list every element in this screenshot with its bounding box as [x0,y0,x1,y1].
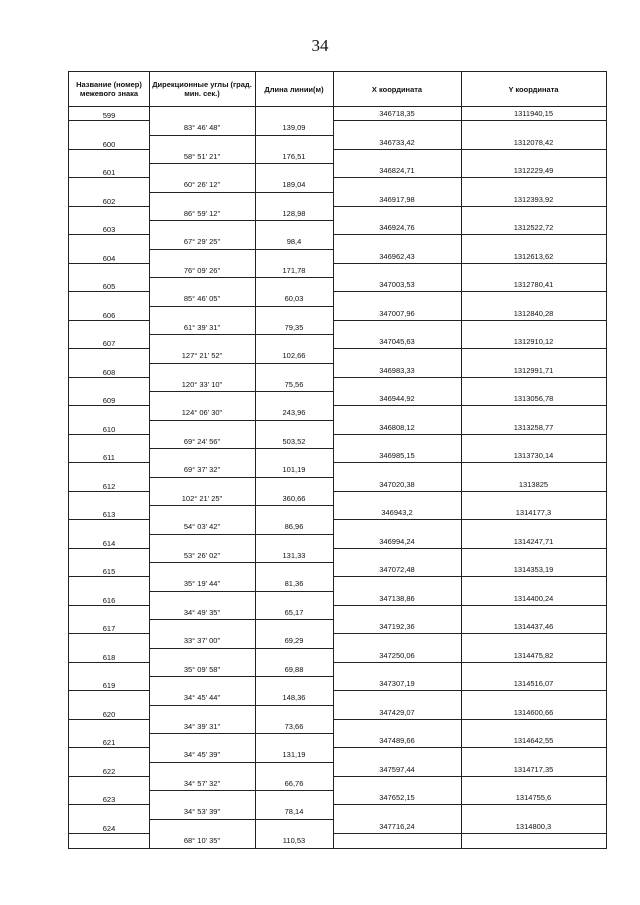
row-divider [69,120,149,121]
direction-angle: 35° 19' 44" [183,579,221,589]
point-name: 602 [102,196,116,206]
row-divider [333,177,606,178]
point-name: 610 [102,424,116,434]
direction-angle: 127° 21' 52" [181,351,223,361]
row-divider [149,790,333,791]
line-length: 81,36 [284,579,304,589]
direction-angle: 102° 21' 25" [181,493,223,503]
y-coordinate: 1314800,3 [515,821,552,831]
line-length: 243,96 [282,408,306,418]
row-divider [333,804,606,805]
x-coordinate: 346994,24 [379,536,415,546]
direction-angle: 35° 09' 58" [183,664,221,674]
y-coordinate: 1312780,41 [513,280,554,289]
row-divider [333,206,606,207]
row-divider [69,491,149,492]
direction-angle: 124° 06' 30" [181,408,223,418]
row-divider [333,491,606,492]
row-divider [333,633,606,634]
row-divider [149,192,333,193]
point-name: 613 [102,510,116,519]
y-coordinate: 1313258,77 [513,422,554,432]
y-coordinate: 1311940,15 [513,109,554,118]
line-length: 60,03 [284,294,304,304]
point-name: 623 [102,795,116,804]
y-coordinate: 1314353,19 [513,565,554,574]
row-divider [149,819,333,820]
header-point-name: Название (номер) межевого знака [76,80,142,98]
direction-angle: 76° 09' 26" [183,265,221,275]
x-coordinate: 346943,2 [381,508,413,517]
x-coordinate: 347716,24 [379,821,415,831]
line-length: 98,4 [286,237,302,247]
x-coordinate: 347192,36 [379,622,415,631]
line-length: 69,88 [284,664,304,674]
x-coordinate: 346824,71 [379,166,415,175]
point-name: 603 [102,225,116,234]
y-coordinate: 1314755,6 [515,793,552,802]
line-length: 110,53 [282,835,306,845]
direction-angle: 61° 39' 31" [183,322,221,332]
direction-angle: 34° 57' 32" [183,778,221,788]
direction-angle: 34° 53' 39" [183,807,221,817]
x-coordinate: 347597,44 [379,764,415,774]
row-divider [333,719,606,720]
line-length: 65,17 [284,607,304,617]
row-divider [333,348,606,349]
y-coordinate: 1312910,12 [513,337,554,346]
point-name: 614 [102,538,116,548]
line-length: 189,04 [282,180,306,190]
line-length: 101,19 [282,465,306,475]
direction-angle: 86° 59' 12" [183,208,221,218]
column-divider [461,72,462,848]
y-coordinate: 1314642,55 [513,736,554,745]
header-direction-angle: Дирекционные углы (град. мин. сек.) [152,80,252,98]
row-divider [149,249,333,250]
row-divider [149,363,333,364]
row-divider [333,690,606,691]
row-divider [69,291,149,292]
y-coordinate: 1314600,66 [513,707,554,717]
row-divider [69,804,149,805]
row-divider [149,306,333,307]
x-coordinate: 347307,19 [379,679,415,688]
line-length: 171,78 [282,265,306,275]
point-name: 621 [102,738,116,747]
row-divider [69,576,149,577]
line-length: 503,52 [282,436,306,446]
x-coordinate: 347652,15 [379,793,415,802]
y-coordinate: 1314475,82 [513,650,554,660]
coordinates-table [68,71,607,849]
row-divider [149,534,333,535]
row-divider [69,633,149,634]
x-coordinate: 347020,38 [379,479,415,489]
x-coordinate: 346808,12 [379,422,415,432]
x-coordinate: 346962,43 [379,251,415,261]
point-name: 599 [102,111,116,120]
direction-angle: 34° 45' 44" [183,693,221,703]
y-coordinate: 1312840,28 [513,308,554,318]
direction-angle: 34° 49' 35" [183,607,221,617]
row-divider [333,576,606,577]
row-divider [149,591,333,592]
direction-angle: 58° 51' 21" [183,151,221,161]
row-divider [333,833,606,834]
x-coordinate: 347138,86 [379,593,415,603]
row-divider [149,648,333,649]
row-divider [333,605,606,606]
x-coordinate: 347250,06 [379,650,415,660]
point-name: 608 [102,367,116,377]
direction-angle: 69° 37' 32" [183,465,221,475]
y-coordinate: 1314177,3 [515,508,552,517]
y-coordinate: 1312229,49 [513,166,554,175]
line-length: 148,36 [282,693,306,703]
direction-angle: 67° 29' 25" [183,237,221,247]
point-name: 624 [102,823,116,833]
point-name: 600 [102,139,116,149]
row-divider [149,135,333,136]
row-divider [69,177,149,178]
direction-angle: 69° 24' 56" [183,436,221,446]
row-divider [333,776,606,777]
point-name: 620 [102,709,116,719]
x-coordinate: 347045,63 [379,337,415,346]
direction-angle: 53° 26' 02" [183,550,221,560]
row-divider [69,519,149,520]
line-length: 102,66 [282,351,306,361]
row-divider [69,605,149,606]
line-length: 79,35 [284,322,304,332]
header-line-length: Длина линии(м) [264,84,324,94]
row-divider [149,762,333,763]
row-divider [333,548,606,549]
row-divider [69,462,149,463]
x-coordinate: 347003,53 [379,280,415,289]
x-coordinate: 346924,76 [379,223,415,232]
y-coordinate: 1314437,46 [513,622,554,631]
row-divider [69,348,149,349]
row-divider [149,420,333,421]
x-coordinate: 346983,33 [379,365,415,375]
y-coordinate: 1312393,92 [513,194,554,204]
direction-angle: 54° 03' 42" [183,522,221,532]
point-name: 609 [102,396,116,405]
line-length: 69,29 [284,636,304,646]
line-length: 78,14 [284,807,304,817]
point-name: 605 [102,282,116,291]
row-divider [149,277,333,278]
y-coordinate: 1312078,42 [513,137,554,147]
row-divider [69,405,149,406]
row-divider [333,405,606,406]
x-coordinate: 346944,92 [379,394,415,403]
row-divider [149,676,333,677]
row-divider [149,505,333,506]
row-divider [333,234,606,235]
row-divider [69,833,149,834]
point-name: 618 [102,652,116,662]
point-name: 607 [102,339,116,348]
line-length: 139,09 [282,123,306,133]
row-divider [69,747,149,748]
row-divider [149,334,333,335]
y-coordinate: 1313056,78 [513,394,554,403]
direction-angle: 34° 39' 31" [183,721,221,731]
row-divider [69,690,149,691]
x-coordinate: 346917,98 [379,194,415,204]
row-divider [149,619,333,620]
page-number: 34 [311,36,329,55]
row-divider [69,377,149,378]
line-length: 176,51 [282,151,306,161]
x-coordinate: 347429,07 [379,707,415,717]
row-divider [149,477,333,478]
point-name: 606 [102,310,116,320]
y-coordinate: 1314247,71 [513,536,554,546]
row-divider [333,519,606,520]
direction-angle: 68° 10' 35" [183,835,221,845]
point-name: 619 [102,681,116,690]
y-coordinate: 1312522,72 [513,223,554,232]
x-coordinate: 346718,35 [379,109,415,118]
line-length: 66,76 [284,778,304,788]
row-divider [149,448,333,449]
point-name: 611 [103,453,115,462]
row-divider [69,434,149,435]
y-coordinate: 1313825 [518,479,549,489]
header-y-coordinate: Y координата [508,84,559,94]
point-name: 617 [102,624,116,633]
line-length: 131,19 [282,750,306,760]
direction-angle: 120° 33' 10" [181,379,223,389]
y-coordinate: 1312613,62 [513,251,554,261]
direction-angle: 83° 46' 48" [183,123,221,133]
row-divider [69,662,149,663]
direction-angle: 85° 46' 05" [183,294,221,304]
point-name: 601 [102,168,116,177]
row-divider [333,434,606,435]
row-divider [69,263,149,264]
direction-angle: 33° 37' 00" [183,636,221,646]
header-x-coordinate: X координата [371,84,423,94]
row-divider [149,391,333,392]
row-divider [333,462,606,463]
direction-angle: 34° 45' 39" [183,750,221,760]
row-divider [69,548,149,549]
x-coordinate: 346733,42 [379,137,415,147]
x-coordinate: 347072,48 [379,565,415,574]
row-divider [333,149,606,150]
row-divider [149,562,333,563]
row-divider [149,705,333,706]
row-divider [333,320,606,321]
point-name: 604 [102,253,116,263]
row-divider [333,120,606,121]
row-divider [69,234,149,235]
row-divider [333,662,606,663]
line-length: 131,33 [282,550,306,560]
line-length: 75,56 [284,379,304,389]
row-divider [69,149,149,150]
row-divider [333,747,606,748]
y-coordinate: 1314717,35 [513,764,554,774]
line-length: 86,96 [284,522,304,532]
line-length: 128,98 [282,208,306,218]
line-length: 360,66 [282,493,306,503]
y-coordinate: 1313730,14 [513,451,554,460]
column-divider [333,72,334,848]
y-coordinate: 1314400,24 [513,593,554,603]
direction-angle: 60° 26' 12" [183,180,221,190]
point-name: 612 [102,481,116,491]
x-coordinate: 347007,96 [379,308,415,318]
row-divider [333,377,606,378]
row-divider [149,220,333,221]
x-coordinate: 347489,66 [379,736,415,745]
point-name: 616 [102,595,116,605]
x-coordinate: 346985,15 [379,451,415,460]
point-name: 615 [102,567,116,576]
row-divider [149,163,333,164]
y-coordinate: 1314516,07 [513,679,554,688]
row-divider [69,776,149,777]
row-divider [333,291,606,292]
point-name: 622 [102,766,116,776]
row-divider [69,320,149,321]
row-divider [149,733,333,734]
row-divider [69,206,149,207]
y-coordinate: 1312991,71 [513,365,554,375]
line-length: 73,66 [284,721,304,731]
row-divider [69,719,149,720]
row-divider [333,263,606,264]
